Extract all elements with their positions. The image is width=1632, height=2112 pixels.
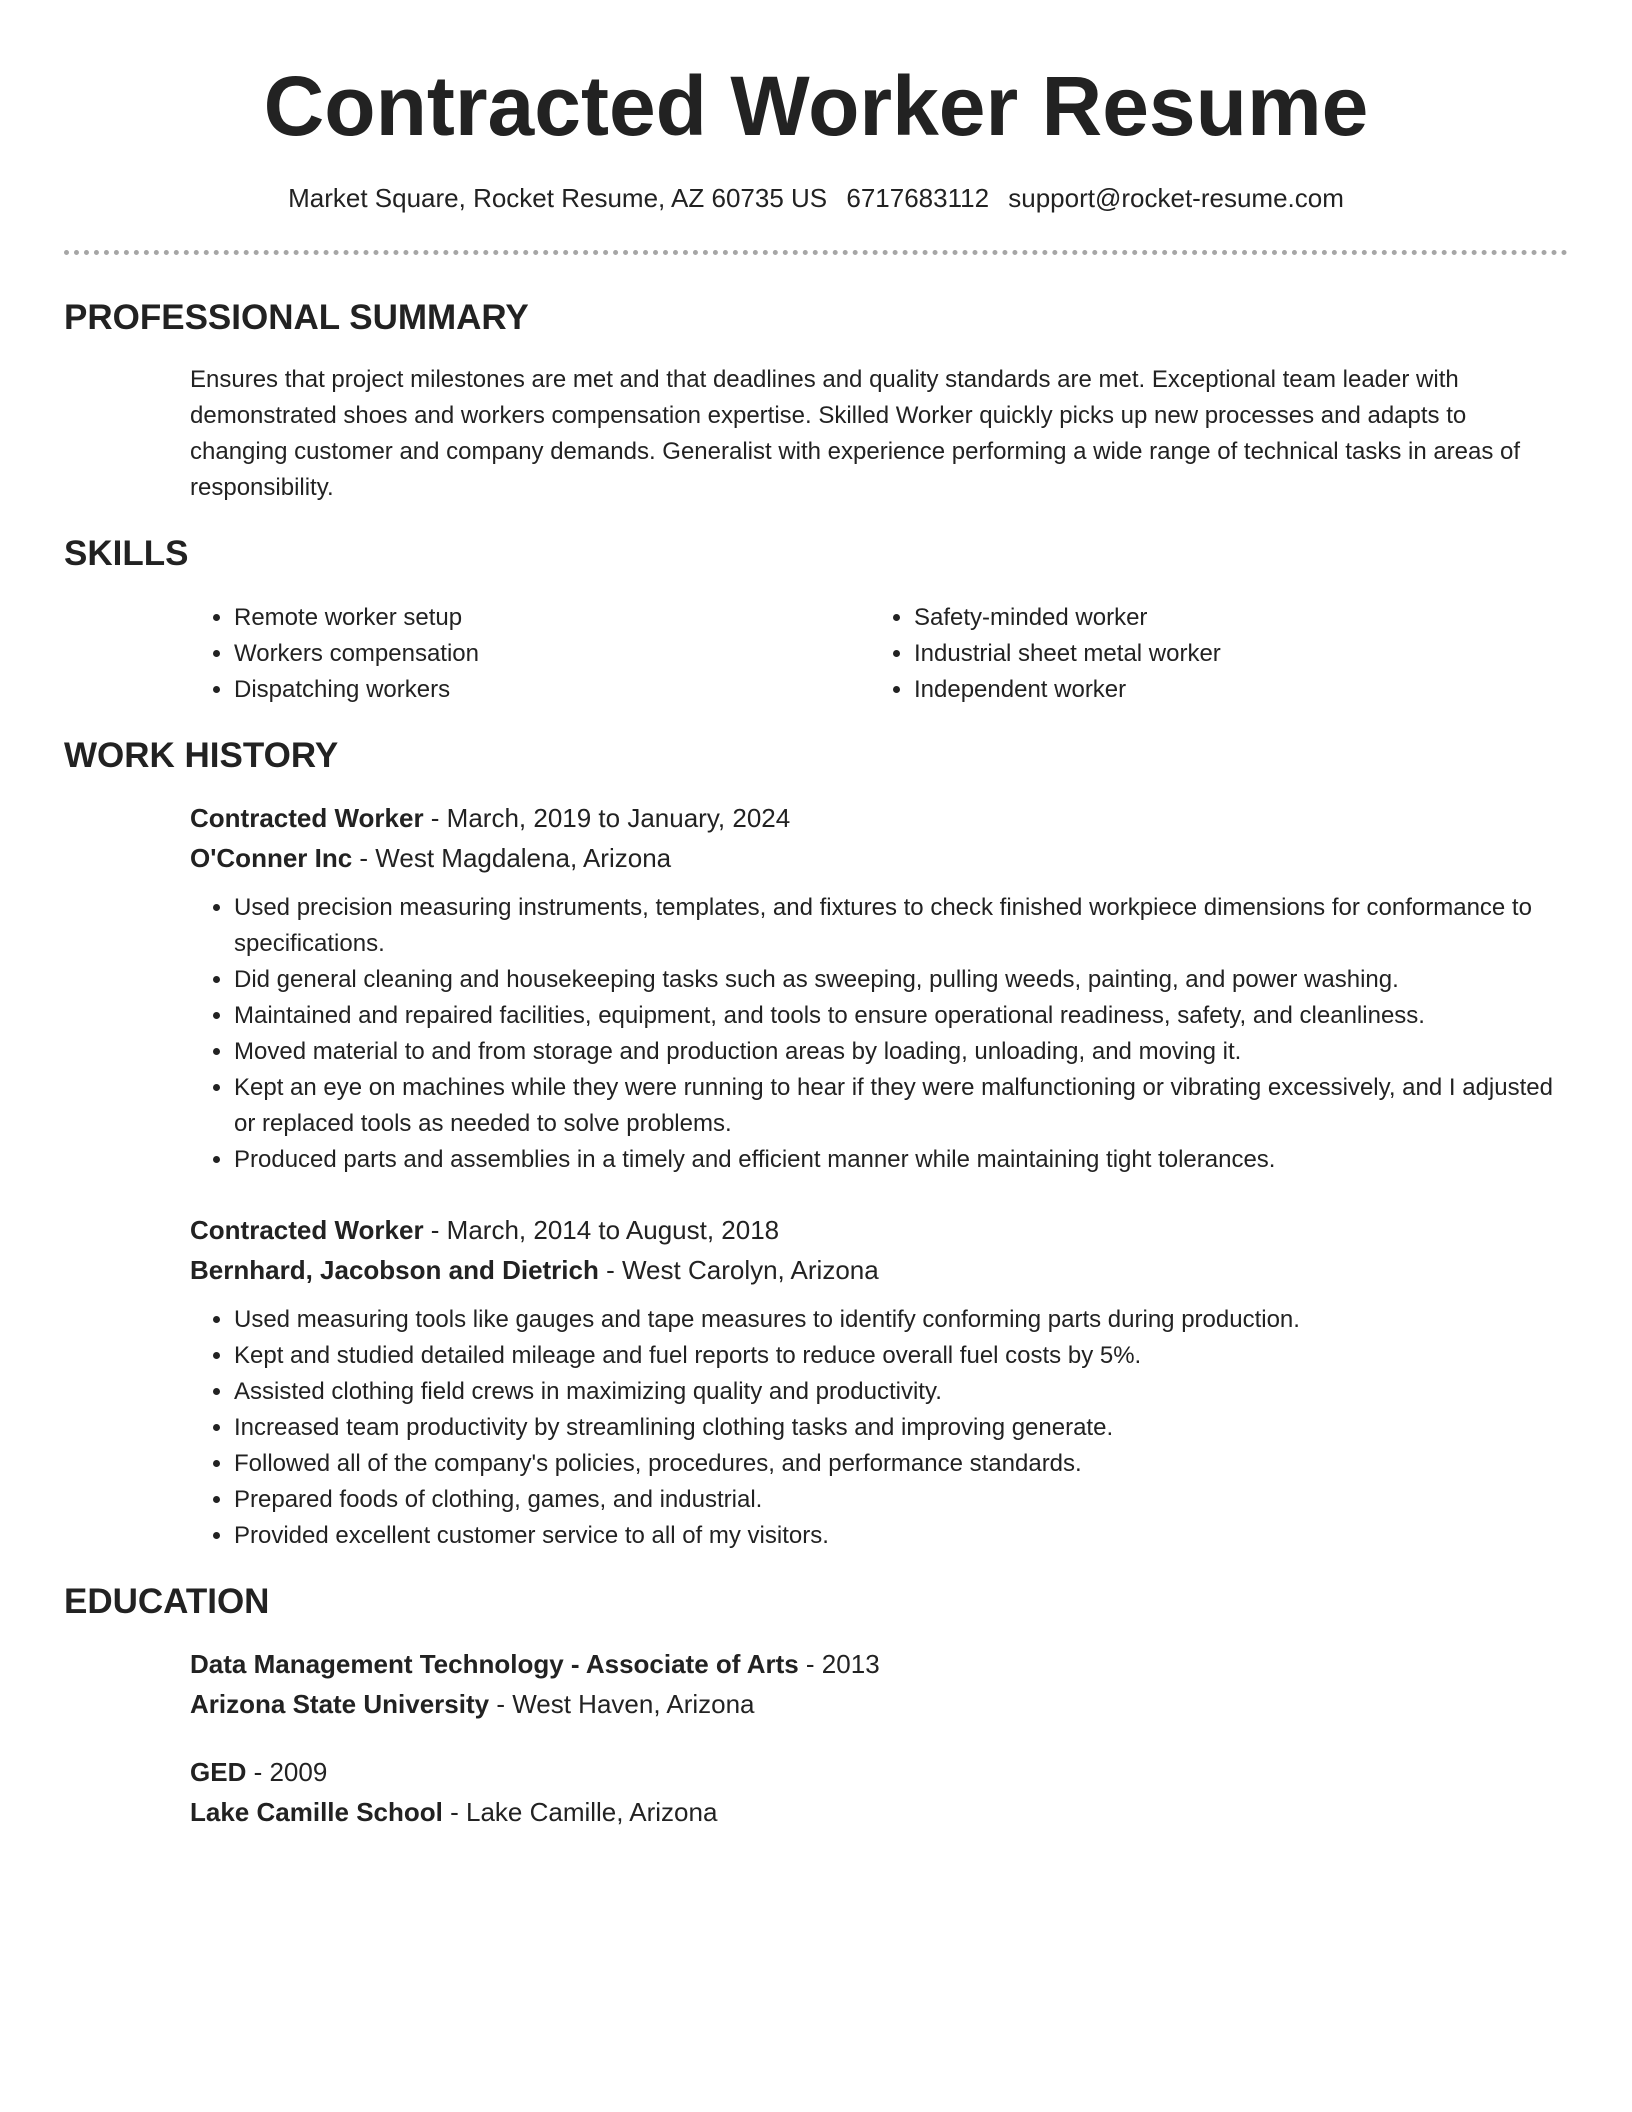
education-degree-line [190, 1644, 1568, 1684]
job-bullet: • Kept and studied detailed mileage and fuel reports to reduce overall fuel costs by 5%. [234, 1338, 1568, 1374]
education-year: - 2009 [246, 1757, 328, 1787]
job-entry [190, 798, 1568, 1178]
job-title: Contracted Worker [190, 1215, 424, 1245]
section-title-skills: SKILLS [64, 534, 189, 573]
skill-item: • Workers compensation [234, 636, 870, 672]
contact-line [64, 180, 1568, 216]
job-dates: - March, 2014 to August, 2018 [423, 1215, 780, 1245]
education-location: - West Haven, Arizona [489, 1689, 755, 1719]
education-degree: Data Management Technology - Associate of Arts [190, 1649, 799, 1679]
education-school: Lake Camille School [190, 1797, 443, 1827]
job-title: Contracted Worker [190, 803, 424, 833]
job-bullet: • Moved material to and from storage and production areas by loading, unloading, and moving it. [234, 1034, 1568, 1070]
job-location: - West Carolyn, Arizona [598, 1255, 879, 1285]
skill-item: • Independent worker [914, 672, 1550, 708]
education-school-line [190, 1792, 1568, 1832]
summary-text: Ensures that project milestones are met and that deadlines and quality standards are met. Exceptional team leader with demonstrated shoes and workers compensation expertise. Skilled Worker quickly picks up new processes and adapts to changing customer and company demands. Generalist with experience performing a wide range of technical tasks in areas of responsibility. [190, 366, 1521, 501]
job-company-line [190, 838, 1568, 878]
education-degree-line [190, 1752, 1568, 1792]
education-school-line [190, 1684, 1568, 1724]
job-bullet: • Used precision measuring instruments, templates, and fixtures to check finished workpiece dimensions for conformance to specifications. [234, 890, 1568, 962]
job-company: Bernhard, Jacobson and Dietrich [190, 1255, 599, 1285]
education-school: Arizona State University [190, 1689, 490, 1719]
education-entry [190, 1644, 1568, 1724]
contact-email[interactable]: support@rocket-resume.com [1008, 183, 1344, 213]
job-bullet: • Maintained and repaired facilities, equipment, and tools to ensure operational readiness, safety, and cleanliness. [234, 998, 1568, 1034]
job-company: O'Conner Inc [190, 843, 353, 873]
job-bullet: • Prepared foods of clothing, games, and industrial. [234, 1482, 1568, 1518]
skills-grid [190, 600, 1568, 708]
job-bullet: • Kept an eye on machines while they were running to hear if they were malfunctioning or vibrating excessively, and I adjusted or replaced tools as needed to solve problems. [234, 1070, 1568, 1142]
job-title-line [190, 798, 1568, 838]
job-location: - West Magdalena, Arizona [352, 843, 672, 873]
summary-block [190, 362, 1568, 506]
education-year: - 2013 [798, 1649, 880, 1679]
section-title-summary: PROFESSIONAL SUMMARY [64, 298, 529, 337]
skill-item: • Safety-minded worker [914, 600, 1550, 636]
skill-item: • Remote worker setup [234, 600, 870, 636]
section-title-work: WORK HISTORY [64, 736, 339, 775]
skills-block [190, 600, 1568, 708]
job-company-line [190, 1250, 1568, 1290]
skill-item: • Dispatching workers [234, 672, 870, 708]
job-title-line [190, 1210, 1568, 1250]
job-bullets [190, 890, 1568, 1178]
job-bullet: • Increased team productivity by streamlining clothing tasks and improving generate. [234, 1410, 1568, 1446]
job-dates: - March, 2019 to January, 2024 [423, 803, 791, 833]
contact-address: Market Square, Rocket Resume, AZ 60735 US [288, 183, 828, 213]
skill-item: • Industrial sheet metal worker [914, 636, 1550, 672]
job-bullet: • Used measuring tools like gauges and tape measures to identify conforming parts during production. [234, 1302, 1568, 1338]
education-degree: GED [190, 1757, 247, 1787]
job-entry [190, 1210, 1568, 1554]
job-bullet: • Followed all of the company's policies, procedures, and performance standards. [234, 1446, 1568, 1482]
skills-column-left [190, 600, 870, 708]
job-bullets [190, 1302, 1568, 1554]
skills-column-right [870, 600, 1550, 708]
section-title-education: EDUCATION [64, 1582, 270, 1621]
education-location: - Lake Camille, Arizona [442, 1797, 718, 1827]
contact-phone: 6717683112 [846, 183, 990, 213]
resume-title: Contracted Worker Resume [263, 59, 1369, 153]
job-bullet: • Provided excellent customer service to all of my visitors. [234, 1518, 1568, 1554]
header-divider [64, 250, 1568, 255]
education-entry [190, 1752, 1568, 1832]
job-bullet: • Produced parts and assemblies in a timely and efficient manner while maintaining tight tolerances. [234, 1142, 1568, 1178]
job-bullet: • Did general cleaning and housekeeping tasks such as sweeping, pulling weeds, painting, and power washing. [234, 962, 1568, 998]
job-bullet: • Assisted clothing field crews in maximizing quality and productivity. [234, 1374, 1568, 1410]
